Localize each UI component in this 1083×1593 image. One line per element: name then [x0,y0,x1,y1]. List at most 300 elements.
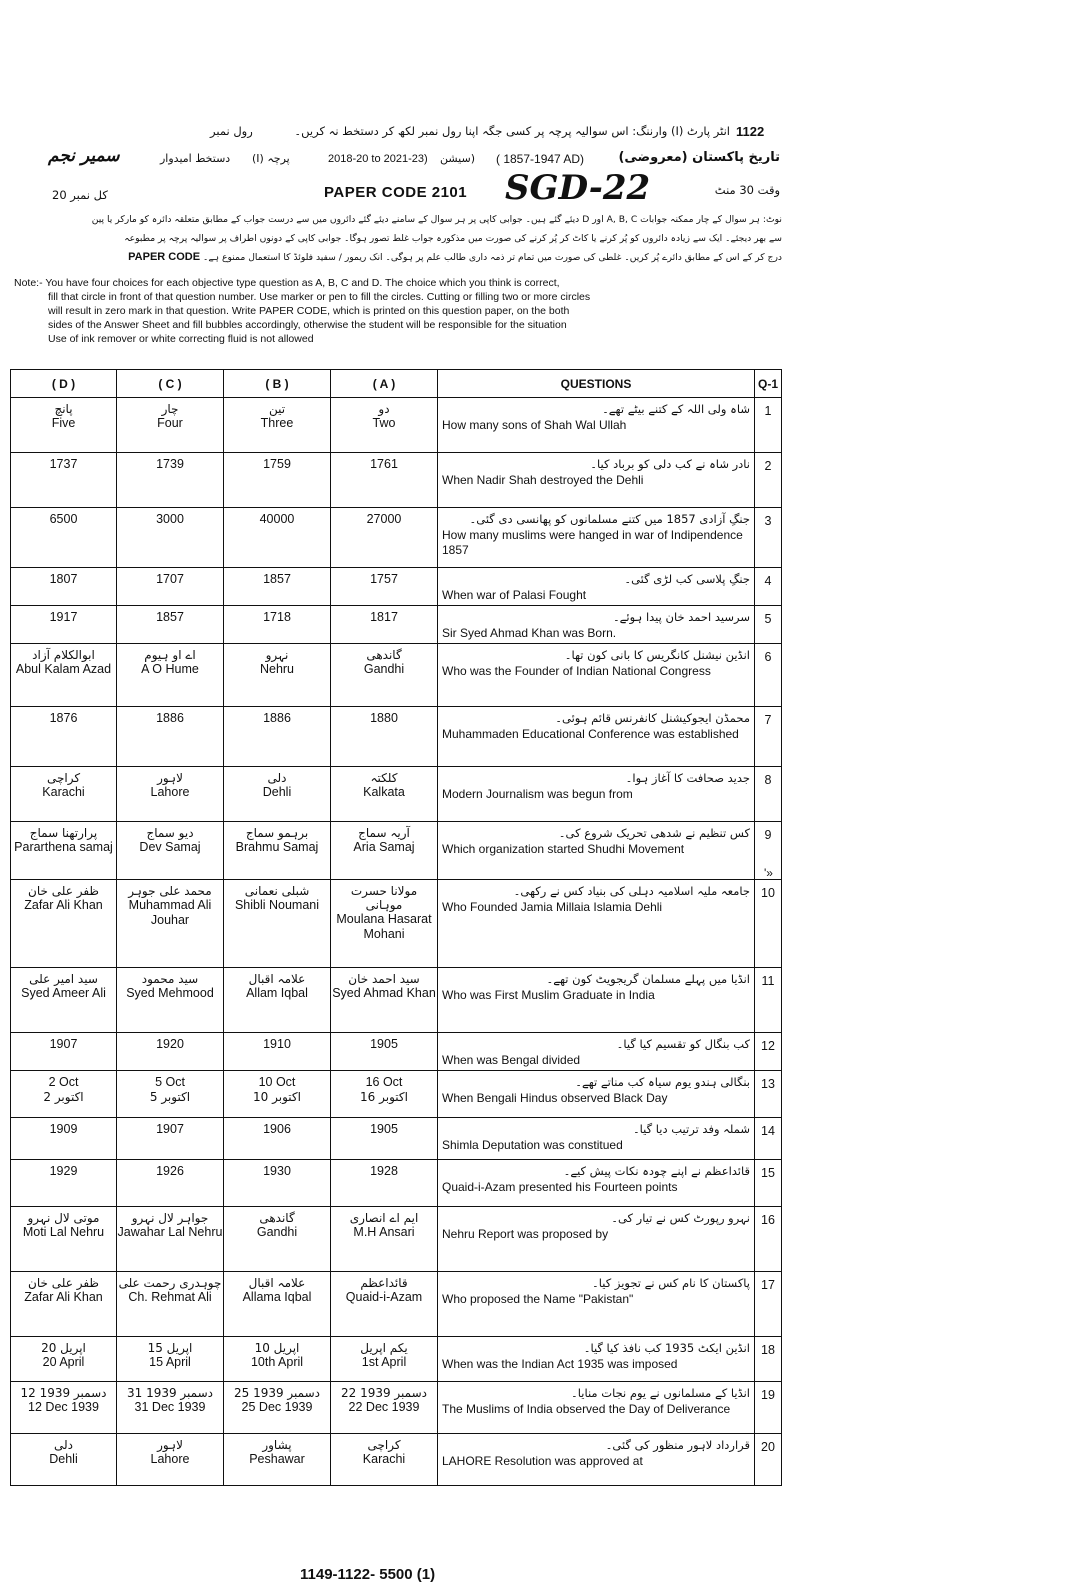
question-english: When Bengali Hindus observed Black Day [442,1091,668,1105]
option-c [117,1434,224,1486]
option-english: Dehli [262,785,292,799]
option-english: Allam Iqbal [246,986,308,1000]
option-urdu: 25 دسمبر 1939 [233,1386,321,1400]
option-urdu: محمد علی جوہر [128,884,212,898]
question-number: 4 [755,568,782,606]
option-c [117,1033,224,1071]
question-english: Shimla Deputation was constitued [442,1138,623,1152]
table-row [11,1337,782,1382]
question-english: When Nadir Shah destroyed the Dehli [442,473,644,487]
option-d [11,568,117,606]
option-c [117,1382,224,1434]
question-urdu: انڈین نیشنل کانگریس کا بانی کون تھا۔ [564,648,750,662]
option-english: 1906 [263,1122,291,1136]
option-english: 16 Oct [365,1075,403,1089]
option-english: Lahore [150,785,190,799]
question-text [438,822,755,880]
question-english: Nehru Report was proposed by [442,1227,609,1241]
option-english: 10th April [250,1355,304,1369]
option-urdu: کراچی [46,771,81,785]
question-number: 3 [755,508,782,568]
header-option-b: ( B ) [224,370,331,398]
option-urdu: نہرو [265,648,289,662]
question-english: LAHORE Resolution was approved at [442,1454,643,1468]
option-english: Syed Ameer Ali [21,986,106,1000]
option-urdu: 10 اکتوبر [253,1090,301,1104]
option-english: 12 Dec 1939 [28,1400,99,1414]
option-urdu: گاندھی [366,648,402,662]
question-english: How many sons of Shah Wal Ullah [442,418,627,432]
option-a [331,1337,438,1382]
option-english: 40000 [259,512,295,526]
option-d [11,508,117,568]
option-english: 1807 [49,572,78,586]
option-c [117,398,224,453]
question-number: 20 [755,1434,782,1486]
question-urdu: قائداعظم نے اپنے چودہ نکات پیش کیے۔ [563,1164,750,1178]
option-c [117,1272,224,1337]
option-b [224,1207,331,1272]
table-header-row [11,370,782,398]
option-english: Three [260,416,294,430]
option-english: Karachi [42,785,85,799]
note-urdu-line: سے بھر دیجئے۔ ایک سے زیادہ دائروں کو پُر کرنے یا کاٹ کر پُر کرنے کی صورت میں مذکورہ جواب غلط تصور ہوگا۔ جوابی کاپی کے دونوں اطراف پر سوالیہ پرچہ پر مطبوعہ [124,233,782,244]
table-row [11,398,782,453]
option-english: Jawahar Lal Nehru [117,1225,223,1239]
question-number: 7 [755,707,782,767]
option-english: 1759 [263,457,291,471]
option-english: 1928 [370,1164,398,1178]
option-urdu: 2 اکتوبر [43,1090,84,1104]
table-row [11,968,782,1033]
question-urdu: قرارداد لاہور منظور کی گئی۔ [605,1438,750,1452]
question-urdu: کس تنظیم نے شدھی تحریک شروع کی۔ [558,826,750,840]
table-row [11,1033,782,1071]
option-english: Syed Ahmad Khan [332,986,436,1000]
session: 2018-20 to 2021-23) [328,153,428,165]
option-c [117,1337,224,1382]
option-urdu: آریہ سماج [358,826,410,840]
table-row [11,1272,782,1337]
option-d [11,1118,117,1160]
question-urdu: انڈین ایکٹ 1935 کب نافذ کیا گیا۔ [583,1341,750,1355]
note-line: will result in zero mark in that question. Write PAPER CODE, which is printed on this question paper, on the both [48,305,570,317]
option-urdu: علامہ اقبال [248,972,306,986]
question-text [438,606,755,644]
question-text [438,453,755,508]
option-urdu: پشاور [262,1438,292,1452]
option-d [11,1434,117,1486]
option-urdu: جواہر لال نہرو [131,1211,209,1225]
option-english: 1761 [370,457,398,471]
option-english: 1930 [263,1164,291,1178]
table-row [11,1071,782,1118]
option-d [11,1337,117,1382]
option-urdu: پرارتھنا سماج [29,826,98,840]
option-b [224,1382,331,1434]
question-urdu: سرسید احمد خان پیدا ہوئے۔ [612,610,750,624]
question-english: Which organization started Shudhi Movement [442,842,685,856]
table-row [11,568,782,606]
option-english: 1907 [156,1122,184,1136]
roll-number-label: رول نمبر [210,124,253,138]
question-urdu: جنگِ پلاسی کب لڑی گئی۔ [624,572,750,586]
period: ( 1857-1947 AD) [496,152,585,166]
option-english: Four [157,416,183,430]
option-urdu: 10 اپریل [254,1341,300,1355]
option-english: Shibli Noumani [234,898,320,912]
option-c [117,767,224,822]
handwritten-code: SGD-22 [505,168,651,208]
option-b [224,1272,331,1337]
option-english: Moti Lal Nehru [22,1225,105,1239]
question-text [438,398,755,453]
table-row [11,707,782,767]
question-urdu: انڈیا میں پہلے مسلمان گریجویٹ کون تھے۔ [546,972,750,986]
option-english: 1917 [49,610,78,624]
option-c [117,880,224,968]
option-urdu: ظفر علی خان [28,884,99,898]
option-a [331,1118,438,1160]
table-row [11,508,782,568]
candidate-signature: سمیر نجم [48,146,120,166]
note-urdu [14,210,782,267]
option-a [331,644,438,707]
question-urdu: جنگِ آزادی 1857 میں کتنے مسلمانوں کو پھانسی دی گئی۔ [469,512,750,526]
option-english: 1909 [49,1122,78,1136]
option-d [11,1272,117,1337]
question-urdu: جامعہ ملیہ اسلامیہ دہلی کی بنیاد کس نے رکھی۔ [513,884,750,898]
option-a [331,822,438,880]
table-row [11,606,782,644]
question-number: 17 [755,1272,782,1337]
question-number: 10 [755,880,782,968]
option-english: Gandhi [256,1225,298,1239]
question-english: Who Founded Jamia Millaia Islamia Dehli [442,900,663,914]
footer-code: 1149-1122- 5500 (1) [300,1566,436,1583]
option-a [331,1071,438,1118]
table-row [11,1160,782,1207]
option-urdu: دو [378,402,390,416]
question-text [438,767,755,822]
option-a [331,1160,438,1207]
option-a [331,1434,438,1486]
option-urdu: ابوالکلام آزاد [32,648,95,662]
option-a [331,1382,438,1434]
option-english: 1737 [49,457,78,471]
table-row [11,880,782,968]
option-english: Dehli [49,1452,78,1466]
option-urdu: برہمو سماج [245,826,309,840]
note-english [14,276,784,346]
question-text [438,1160,755,1207]
question-english: The Muslims of India observed the Day of Deliverance [442,1402,731,1416]
option-english: 1876 [49,711,78,725]
option-urdu: ایم اے انصاری [349,1211,419,1225]
question-english: How many muslims were hanged in war of Indipendence 1857 [442,528,743,557]
header-q1: Q-1 [755,370,782,398]
option-b [224,453,331,508]
option-urdu: کلکتہ [370,771,398,785]
question-number: 18 [755,1337,782,1382]
option-english: 1739 [156,457,184,471]
option-d [11,453,117,508]
option-english: M.H Ansari [353,1225,415,1239]
option-english: 1905 [370,1037,398,1051]
question-urdu: جدید صحافت کا آغاز ہوا۔ [625,771,750,785]
table-row [11,1118,782,1160]
option-english: 20 April [42,1355,85,1369]
question-number: 14 [755,1118,782,1160]
option-d [11,880,117,968]
header-option-c: ( C ) [117,370,224,398]
signature-label: دستخط امیدوار [160,152,231,165]
option-c [117,822,224,880]
option-english: 5 Oct [155,1075,185,1089]
question-urdu: نادر شاہ نے کب دلی کو برباد کیا۔ [590,457,750,471]
option-c [117,453,224,508]
option-d [11,1160,117,1207]
option-d [11,606,117,644]
option-urdu: 15 اپریل [147,1341,193,1355]
option-urdu: دلی [53,1438,73,1452]
question-english: Modern Journalism was begun from [442,787,633,801]
option-a [331,1272,438,1337]
option-urdu: یکم اپریل [360,1341,408,1355]
question-number: 11 [755,968,782,1033]
question-number: 6 [755,644,782,707]
option-english: Zafar Ali Khan [24,898,103,912]
option-a [331,508,438,568]
option-english: 3000 [156,512,184,526]
note-urdu-text: درج کر کے اس کے مطابق دائرے پُر کریں۔ غلطی کی صورت میں تمام تر ذمہ داری طالب علم پر ہوگی۔ انک ریمور / سفید فلوئڈ کا استعمال ممنوع ہے۔ [202,252,782,263]
option-english: 1886 [156,711,184,725]
option-urdu: 16 اکتوبر [360,1090,408,1104]
option-urdu: 5 اکتوبر [149,1090,191,1104]
option-urdu: کراچی [367,1438,401,1452]
option-c [117,606,224,644]
option-english: Quaid-i-Azam [345,1290,423,1304]
option-b [224,1071,331,1118]
question-number: 15 [755,1160,782,1207]
option-urdu: 31 دسمبر 1939 [126,1386,214,1400]
table-row [11,1207,782,1272]
question-number: 19 [755,1382,782,1434]
question-text [438,1207,755,1272]
option-urdu: 20 اپریل [41,1341,86,1355]
option-urdu: 22 دسمبر 1939 [340,1386,428,1400]
question-urdu: شملہ وفد ترتیب دیا گیا۔ [632,1122,750,1136]
option-urdu: علامہ اقبال [248,1276,306,1290]
question-number: 8 [755,767,782,822]
option-english: 1707 [156,572,184,586]
option-english: 1817 [370,610,398,624]
option-english: 1910 [263,1037,291,1051]
question-number: 5 [755,606,782,644]
option-english: 1886 [263,711,291,725]
note-line: Use of ink remover or white correcting fluid is not allowed [48,333,314,345]
option-urdu: پانچ [54,402,73,416]
option-d [11,968,117,1033]
option-english: Nehru [259,662,295,676]
question-english: Quaid-i-Azam presented his Fourteen points [442,1180,678,1194]
option-english: Allama Iqbal [242,1290,312,1304]
option-b [224,1434,331,1486]
option-b [224,1160,331,1207]
option-c [117,644,224,707]
note-line: sides of the Answer Sheet and fill bubbles accordingly, otherwise the student will be responsible for the situation [48,319,567,331]
option-english: 22 Dec 1939 [348,1400,420,1414]
note-line: Note:- You have four choices for each objective type question as A, B, C and D. The choice which you think is correct, [14,277,560,289]
option-english: 10 Oct [258,1075,296,1089]
option-b [224,822,331,880]
option-c [117,508,224,568]
option-english: Brahmu Samaj [235,840,319,854]
header-option-a: ( A ) [331,370,438,398]
option-english: Moulana Hasarat Mohani [336,912,432,941]
question-number: 16 [755,1207,782,1272]
option-a [331,968,438,1033]
note-paper-code: PAPER CODE [128,251,201,263]
option-d [11,398,117,453]
question-urdu: انڈیا کے مسلمانوں نے یوم نجات منایا۔ [571,1386,750,1400]
option-urdu: سید محمود [141,972,199,986]
question-text [438,1382,755,1434]
question-text [438,1033,755,1071]
subject-title-urdu: تاریخ پاکستان (معروضی) [618,150,780,165]
option-b [224,880,331,968]
option-english: Peshawar [249,1452,305,1466]
option-urdu: مولانا حسرت موہانی [350,884,418,912]
table-row [11,1382,782,1434]
question-text [438,707,755,767]
header-option-d: ( D ) [11,370,117,398]
option-english: Muhammad Ali Jouhar [128,898,212,927]
option-english: Ch. Rehmat Ali [128,1290,212,1304]
option-a [331,568,438,606]
option-english: 1718 [263,610,291,624]
question-text [438,880,755,968]
option-c [117,1207,224,1272]
option-english: Zafar Ali Khan [24,1290,103,1304]
option-urdu: گاندھی [259,1211,295,1225]
total-marks: کل نمبر 20 [52,188,108,202]
questions-table [10,369,782,1486]
option-d [11,707,117,767]
note-urdu-line: نوٹ: ہر سوال کے چار ممکنہ جوابات A, B, C اور D دیئے گئے ہیں۔ جوابی کاپی پر ہر سوال کے سامنے دیئے گئے دائروں میں سے درست جواب کے مطابق متعلقہ دائرہ کو مارکر یا پین [91,214,782,225]
question-text [438,1434,755,1486]
option-b [224,707,331,767]
option-urdu: لاہور [157,1438,183,1452]
option-a [331,606,438,644]
option-english: 1905 [370,1122,398,1136]
paper-code: PAPER CODE 2101 [324,184,468,201]
header-questions: QUESTIONS [438,370,755,398]
option-b [224,767,331,822]
option-urdu: 12 دسمبر 1939 [20,1386,107,1400]
option-urdu: اے او ہیوم [144,648,196,662]
option-urdu: چار [161,402,179,416]
option-english: 1926 [156,1164,184,1178]
option-d [11,1033,117,1071]
option-b [224,508,331,568]
option-a [331,453,438,508]
option-english: 27000 [366,512,402,526]
question-english: Who proposed the Name "Pakistan" [442,1292,634,1306]
question-number: 13 [755,1071,782,1118]
option-a [331,767,438,822]
table-row [11,822,782,880]
question-urdu: شاہ ولی اللہ کے کتنے بیٹے تھے۔ [602,402,750,416]
note-line: fill that circle in front of that question number. Use marker or pen to fill the circles. Cutting or filling two or more circles [48,291,591,303]
question-text [438,644,755,707]
question-english: Sir Syed Ahmad Khan was Born. [442,626,617,640]
option-urdu: شبلی نعمانی [244,884,310,898]
question-number: 2 [755,453,782,508]
option-c [117,707,224,767]
option-d [11,1071,117,1118]
question-number: 1 [755,398,782,453]
time-allowed: وقت 30 منٹ [714,183,780,197]
question-urdu: بنگالی ہندو یوم سیاہ کب مناتے تھے۔ [575,1075,750,1089]
option-urdu: چوہدری رحمت علی [118,1276,222,1290]
option-english: Kalkata [363,785,405,799]
option-english: 1st April [361,1355,407,1369]
option-english: Lahore [150,1452,190,1466]
option-b [224,644,331,707]
option-d [11,822,117,880]
option-english: 1857 [263,572,291,586]
option-d [11,1207,117,1272]
option-english: 15 April [149,1355,191,1369]
question-english: Muhammaden Educational Conference was established [442,727,739,741]
option-b [224,398,331,453]
question-text [438,1337,755,1382]
option-english: 1907 [49,1037,78,1051]
option-english: Karachi [362,1452,406,1466]
option-urdu: قائداعظم [360,1276,408,1290]
option-english: 6500 [49,512,78,526]
question-english: When was Bengal divided [442,1053,581,1067]
option-a [331,880,438,968]
paper-number: 1122 [736,124,765,139]
option-english: A O Hume [141,662,199,676]
question-urdu: کب بنگال کو تقسیم کیا گیا۔ [616,1037,750,1051]
option-d [11,644,117,707]
paper-part-urdu: پرچہ (I) [252,152,290,165]
warning-urdu: انٹر پارٹ (I) وارننگ: اس سوالیہ پرچہ پر کسی جگہ اپنا رول نمبر لکھ کر دستخط نہ کریں۔ [294,124,730,138]
option-b [224,1337,331,1382]
option-d [11,767,117,822]
option-english: Two [372,416,396,430]
option-b [224,1118,331,1160]
option-english: Gandhi [363,662,405,676]
question-english: When war of Palasi Fought [442,588,587,602]
option-english: Aria Samaj [353,840,415,854]
option-c [117,1160,224,1207]
option-c [117,1118,224,1160]
question-text [438,568,755,606]
option-english: Five [51,416,76,430]
table-row [11,767,782,822]
option-b [224,1033,331,1071]
option-urdu: دلی [267,771,287,785]
option-c [117,568,224,606]
question-text [438,1071,755,1118]
question-text [438,1118,755,1160]
option-english: Abul Kalam Azad [15,662,112,676]
question-english: Who was First Muslim Graduate in India [442,988,655,1002]
